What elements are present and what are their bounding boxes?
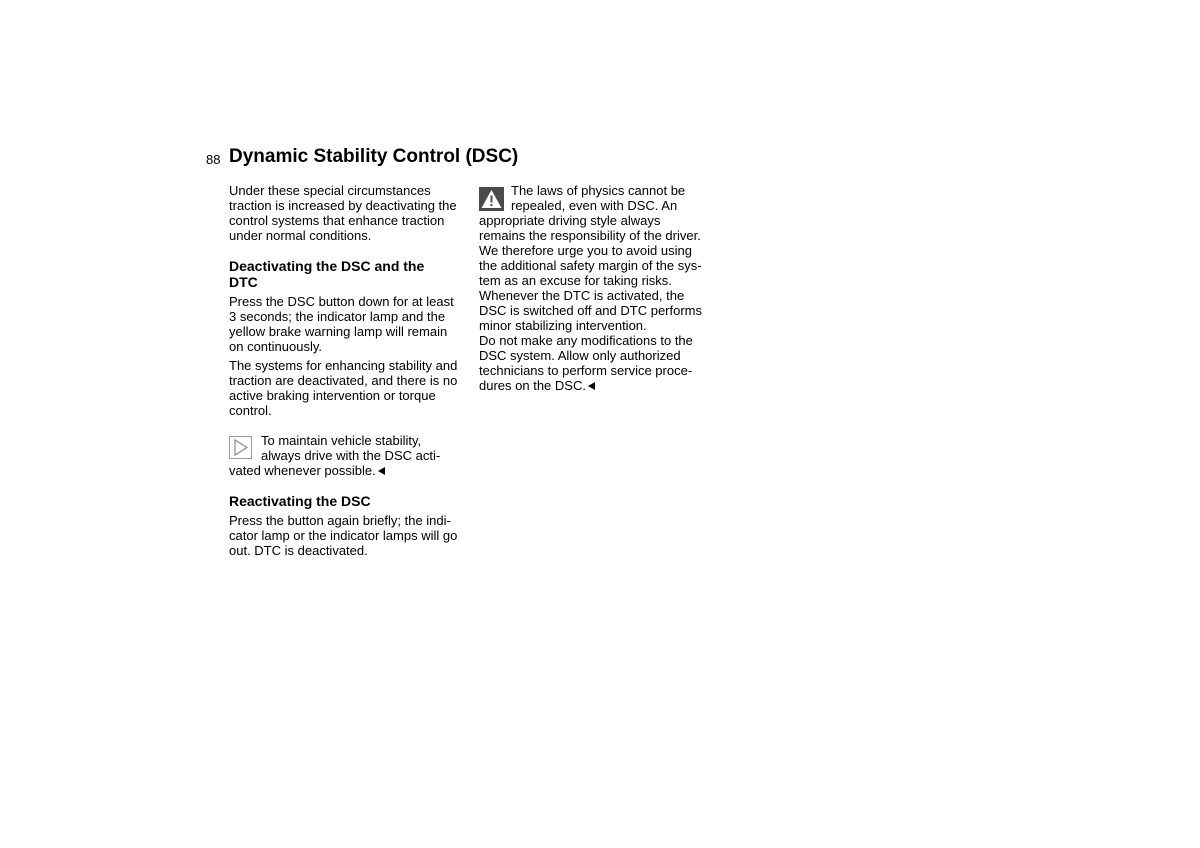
text-line: out. DTC is deactivated.	[229, 543, 368, 558]
text-line: Press the button again briefly; the indi-	[229, 513, 451, 528]
note-triangle-icon	[229, 436, 252, 459]
text-line: under normal conditions.	[229, 228, 372, 243]
text-line: Whenever the DTC is activated, the	[479, 288, 685, 303]
text-line: We therefore urge you to avoid using	[479, 243, 692, 258]
text-line: The laws of physics cannot be	[511, 183, 686, 198]
text-line: tem as an excuse for taking risks.	[479, 273, 672, 288]
warning-triangle-icon	[479, 187, 504, 211]
text-line: active braking intervention or torque	[229, 388, 436, 403]
heading-line: DTC	[229, 274, 258, 290]
systems-deactivated-paragraph	[229, 358, 469, 418]
reactivating-paragraph	[229, 513, 469, 558]
text-line: appropriate driving style always	[479, 213, 661, 228]
text-line-content: vated whenever possible.	[229, 463, 376, 478]
warning-block	[479, 183, 719, 393]
right-column	[479, 183, 719, 393]
text-line: Under these special circumstances	[229, 183, 431, 198]
heading-line: Reactivating the DSC	[229, 493, 371, 509]
text-line: To maintain vehicle stability,	[261, 433, 422, 448]
text-line: cator lamp or the indicator lamps will go	[229, 528, 458, 543]
text-line: on continuously.	[229, 339, 322, 354]
text-line: control.	[229, 403, 272, 418]
text-line: Press the DSC button down for at least	[229, 294, 454, 309]
left-column	[229, 183, 469, 558]
intro-paragraph	[229, 183, 469, 243]
text-line: the additional safety margin of the sys-	[479, 258, 702, 273]
text-line: remains the responsibility of the driver.	[479, 228, 701, 243]
text-line: technicians to perform service proce-	[479, 363, 693, 378]
reactivating-heading	[229, 493, 469, 509]
text-line	[229, 463, 469, 478]
text-line: DSC system. Allow only authorized	[479, 348, 681, 363]
text-line: 3 seconds; the indicator lamp and the	[229, 309, 446, 324]
text-line: always drive with the DSC acti-	[261, 448, 441, 463]
end-marker-icon	[588, 382, 595, 390]
text-line	[479, 378, 719, 393]
warning-paragraph	[479, 183, 719, 393]
text-line: traction is increased by deactivating the	[229, 198, 457, 213]
deactivating-paragraph	[229, 294, 469, 354]
text-line: yellow brake warning lamp will remain	[229, 324, 448, 339]
text-line: The systems for enhancing stability and	[229, 358, 458, 373]
text-line: DSC is switched off and DTC performs	[479, 303, 702, 318]
text-line: control systems that enhance traction	[229, 213, 445, 228]
deactivating-heading	[229, 258, 469, 290]
text-line: repealed, even with DSC. An	[511, 198, 678, 213]
text-line: Do not make any modifications to the	[479, 333, 693, 348]
text-line: minor stabilizing intervention.	[479, 318, 647, 333]
heading-line: Deactivating the DSC and the	[229, 258, 425, 274]
note-paragraph	[229, 433, 469, 478]
page-number: 88	[206, 152, 221, 167]
text-line-content: dures on the DSC.	[479, 378, 586, 393]
end-marker-icon	[378, 467, 385, 475]
text-line: traction are deactivated, and there is no	[229, 373, 458, 388]
page-title: Dynamic Stability Control (DSC)	[229, 146, 519, 167]
note-block	[229, 433, 469, 478]
